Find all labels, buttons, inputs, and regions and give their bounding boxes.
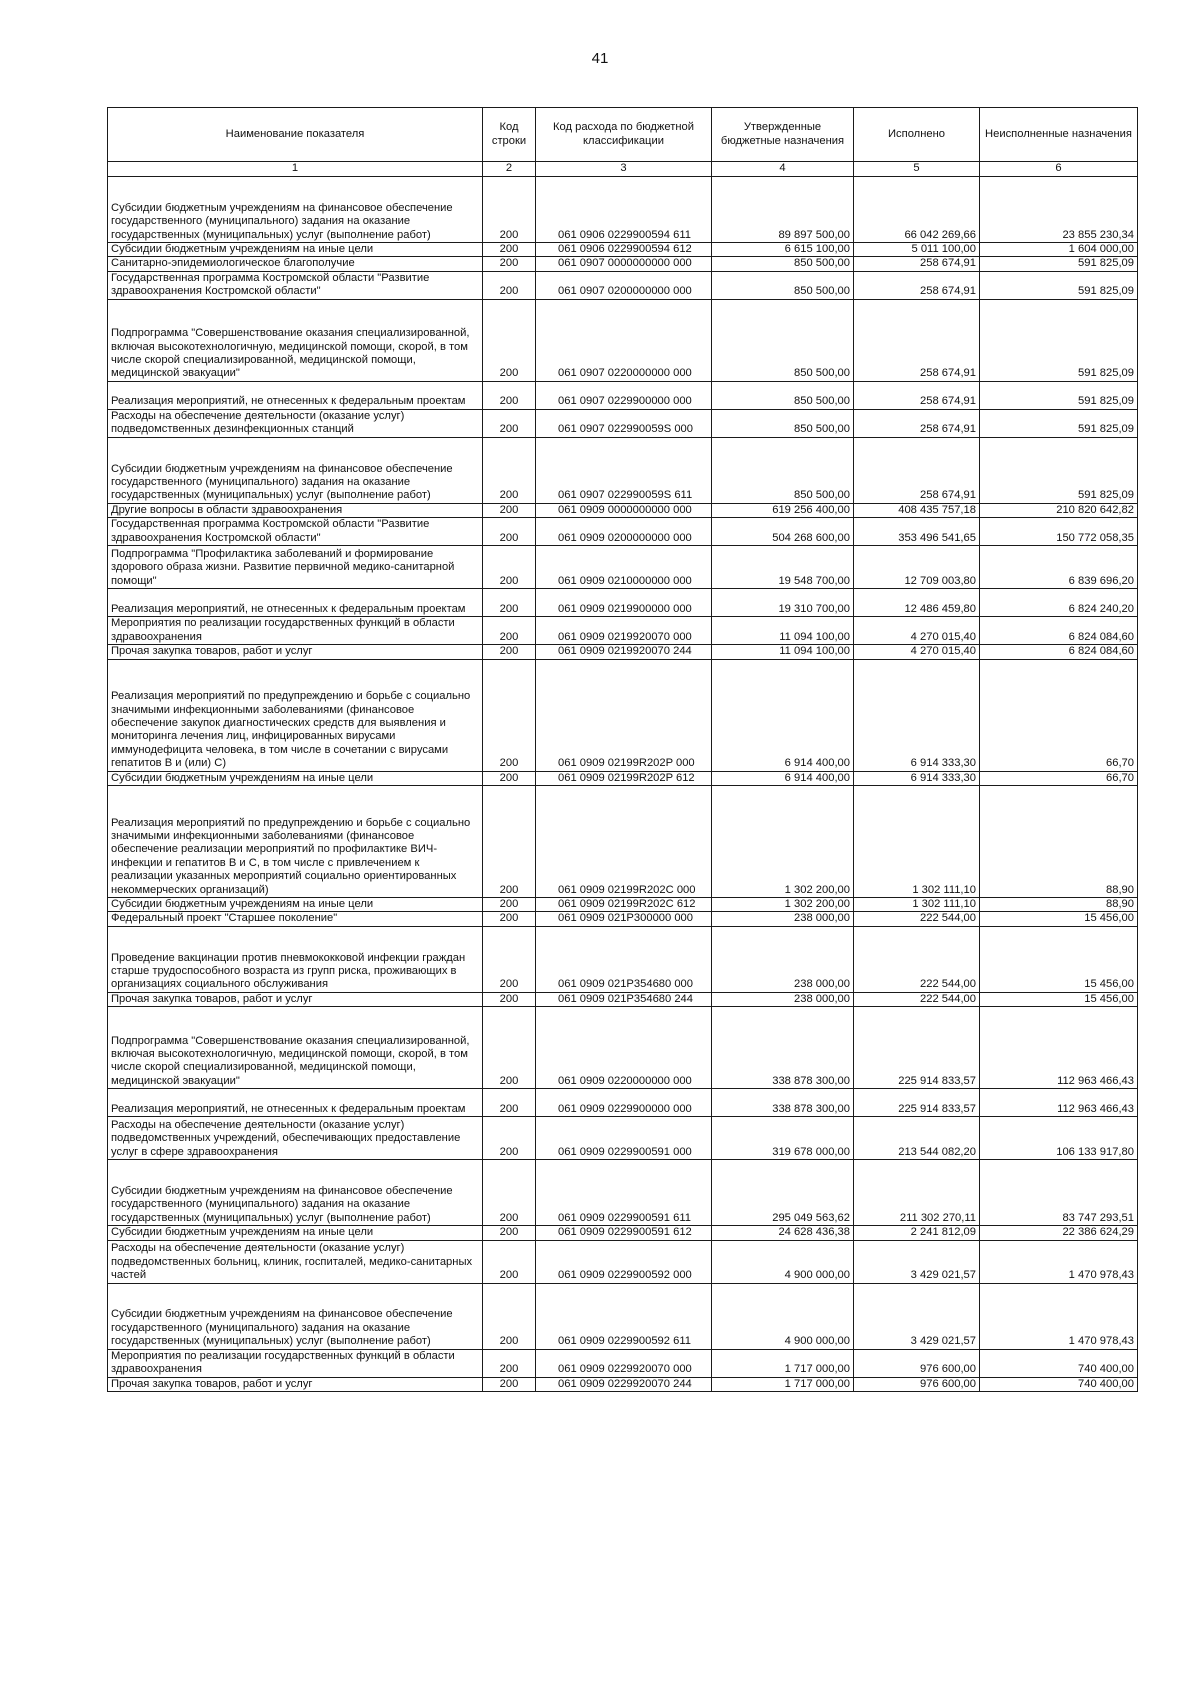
executed-amount-cell: 2 241 812,09	[854, 1226, 980, 1240]
approved-amount-cell: 1 302 200,00	[712, 898, 854, 912]
indicator-name-cell: Государственная программа Костромской области "Развитие здравоохранения Костромской области"	[108, 518, 483, 546]
expense-code-cell: 061 0907 0200000000 000	[536, 271, 712, 299]
approved-amount-cell: 6 914 400,00	[712, 659, 854, 771]
indicator-name-cell: Прочая закупка товаров, работ и услуг	[108, 1377, 483, 1391]
unexecuted-amount-cell: 150 772 058,35	[980, 518, 1138, 546]
executed-amount-cell: 211 302 270,11	[854, 1160, 980, 1226]
unexecuted-amount-cell: 88,90	[980, 898, 1138, 912]
approved-amount-cell: 238 000,00	[712, 912, 854, 926]
table-body	[108, 177, 1138, 1392]
approved-amount-cell: 850 500,00	[712, 299, 854, 381]
indicator-name-cell: Реализация мероприятий, не отнесенных к федеральным проектам	[108, 589, 483, 617]
table-row	[108, 645, 1138, 659]
indicator-name-cell: Субсидии бюджетным учреждениям на иные цели	[108, 771, 483, 785]
indicator-name-cell: Реализация мероприятий, не отнесенных к федеральным проектам	[108, 1089, 483, 1117]
executed-amount-cell: 12 709 003,80	[854, 546, 980, 589]
budget-execution-table	[107, 107, 1138, 1392]
executed-amount-cell: 225 914 833,57	[854, 1089, 980, 1117]
expense-code-cell: 061 0907 0229900000 000	[536, 381, 712, 409]
row-code-cell: 200	[483, 771, 536, 785]
header-indicator-name: Наименование показателя	[108, 108, 483, 162]
column-number-row	[108, 162, 1138, 177]
expense-code-cell: 061 0909 0000000000 000	[536, 503, 712, 517]
executed-amount-cell: 3 429 021,57	[854, 1240, 980, 1283]
approved-amount-cell: 11 094 100,00	[712, 645, 854, 659]
row-code-cell: 200	[483, 257, 536, 271]
indicator-name-cell: Санитарно-эпидемиологическое благополучие	[108, 257, 483, 271]
indicator-name-cell: Расходы на обеспечение деятельности (оказание услуг) подведомственных учреждений, обеспечивающих предоставление услуг в сфере здравоохранения	[108, 1117, 483, 1160]
unexecuted-amount-cell: 15 456,00	[980, 992, 1138, 1006]
unexecuted-amount-cell: 15 456,00	[980, 926, 1138, 992]
row-code-cell: 200	[483, 1283, 536, 1349]
row-code-cell: 200	[483, 926, 536, 992]
indicator-name-cell: Расходы на обеспечение деятельности (оказание услуг) подведомственных дезинфекционных станций	[108, 409, 483, 437]
table-row	[108, 299, 1138, 381]
indicator-name-cell: Прочая закупка товаров, работ и услуг	[108, 645, 483, 659]
page-number: 41	[591, 50, 609, 67]
executed-amount-cell: 258 674,91	[854, 257, 980, 271]
unexecuted-amount-cell: 591 825,09	[980, 409, 1138, 437]
row-code-cell: 200	[483, 1007, 536, 1089]
header-executed: Исполнено	[854, 108, 980, 162]
row-code-cell: 200	[483, 299, 536, 381]
table-row	[108, 1349, 1138, 1377]
row-code-cell: 200	[483, 992, 536, 1006]
unexecuted-amount-cell: 106 133 917,80	[980, 1117, 1138, 1160]
approved-amount-cell: 850 500,00	[712, 381, 854, 409]
executed-amount-cell: 4 270 015,40	[854, 617, 980, 645]
executed-amount-cell: 258 674,91	[854, 381, 980, 409]
expense-code-cell: 061 0909 0229900592 611	[536, 1283, 712, 1349]
header-row-code: Код строки	[483, 108, 536, 162]
approved-amount-cell: 19 310 700,00	[712, 589, 854, 617]
approved-amount-cell: 238 000,00	[712, 926, 854, 992]
unexecuted-amount-cell: 210 820 642,82	[980, 503, 1138, 517]
unexecuted-amount-cell: 22 386 624,29	[980, 1226, 1138, 1240]
row-code-cell: 200	[483, 589, 536, 617]
table-row	[108, 503, 1138, 517]
row-code-cell: 200	[483, 1117, 536, 1160]
row-code-cell: 200	[483, 617, 536, 645]
table-row	[108, 518, 1138, 546]
executed-amount-cell: 258 674,91	[854, 299, 980, 381]
table-row	[108, 437, 1138, 503]
approved-amount-cell: 850 500,00	[712, 409, 854, 437]
table-row	[108, 617, 1138, 645]
indicator-name-cell: Государственная программа Костромской области "Развитие здравоохранения Костромской области"	[108, 271, 483, 299]
table-row	[108, 589, 1138, 617]
executed-amount-cell: 222 544,00	[854, 992, 980, 1006]
approved-amount-cell: 338 878 300,00	[712, 1089, 854, 1117]
expense-code-cell: 061 0909 021P354680 244	[536, 992, 712, 1006]
indicator-name-cell: Реализация мероприятий по предупреждению и борьбе с социально значимыми инфекционными заболеваниями (финансовое обеспечение реализации мероприятий по профилактике ВИЧ- инфекции и гепатитов B и C, в том числе с привлечением к реализации указанных мероприятий социально ориентированных некоммерческих организаций)	[108, 786, 483, 898]
executed-amount-cell: 6 914 333,30	[854, 771, 980, 785]
unexecuted-amount-cell: 23 855 230,34	[980, 177, 1138, 243]
indicator-name-cell: Реализация мероприятий, не отнесенных к федеральным проектам	[108, 381, 483, 409]
table-row	[108, 381, 1138, 409]
approved-amount-cell: 850 500,00	[712, 271, 854, 299]
approved-amount-cell: 24 628 436,38	[712, 1226, 854, 1240]
indicator-name-cell: Субсидии бюджетным учреждениям на финансовое обеспечение государственного (муниципального) задания на оказание государственных (муниципальных) услуг (выполнение работ)	[108, 177, 483, 243]
table-row	[108, 992, 1138, 1006]
approved-amount-cell: 4 900 000,00	[712, 1283, 854, 1349]
unexecuted-amount-cell: 591 825,09	[980, 299, 1138, 381]
table-row	[108, 1240, 1138, 1283]
unexecuted-amount-cell: 740 400,00	[980, 1349, 1138, 1377]
unexecuted-amount-cell: 1 470 978,43	[980, 1283, 1138, 1349]
table-row	[108, 1117, 1138, 1160]
indicator-name-cell: Субсидии бюджетным учреждениям на финансовое обеспечение государственного (муниципального) задания на оказание государственных (муниципальных) услуг (выполнение работ)	[108, 1283, 483, 1349]
approved-amount-cell: 1 717 000,00	[712, 1377, 854, 1391]
table-row	[108, 271, 1138, 299]
table-row	[108, 898, 1138, 912]
indicator-name-cell: Субсидии бюджетным учреждениям на иные цели	[108, 1226, 483, 1240]
row-code-cell: 200	[483, 659, 536, 771]
unexecuted-amount-cell: 66,70	[980, 771, 1138, 785]
expense-code-cell: 061 0909 0229900591 612	[536, 1226, 712, 1240]
unexecuted-amount-cell: 1 604 000,00	[980, 243, 1138, 257]
unexecuted-amount-cell: 591 825,09	[980, 257, 1138, 271]
column-number: 4	[712, 162, 854, 177]
expense-code-cell: 061 0909 021P354680 000	[536, 926, 712, 992]
expense-code-cell: 061 0907 022990059S 611	[536, 437, 712, 503]
expense-code-cell: 061 0909 0220000000 000	[536, 1007, 712, 1089]
executed-amount-cell: 353 496 541,65	[854, 518, 980, 546]
executed-amount-cell: 258 674,91	[854, 271, 980, 299]
executed-amount-cell: 222 544,00	[854, 912, 980, 926]
row-code-cell: 200	[483, 381, 536, 409]
table-row	[108, 1160, 1138, 1226]
indicator-name-cell: Субсидии бюджетным учреждениям на финансовое обеспечение государственного (муниципального) задания на оказание государственных (муниципальных) услуг (выполнение работ)	[108, 437, 483, 503]
indicator-name-cell: Субсидии бюджетным учреждениям на финансовое обеспечение государственного (муниципального) задания на оказание государственных (муниципальных) услуг (выполнение работ)	[108, 1160, 483, 1226]
table-row	[108, 659, 1138, 771]
executed-amount-cell: 1 302 111,10	[854, 786, 980, 898]
table-row	[108, 409, 1138, 437]
table-row	[108, 771, 1138, 785]
table-row	[108, 926, 1138, 992]
expense-code-cell: 061 0909 0229900592 000	[536, 1240, 712, 1283]
header-expense-code: Код расхода по бюджетной классификации	[536, 108, 712, 162]
approved-amount-cell: 11 094 100,00	[712, 617, 854, 645]
approved-amount-cell: 4 900 000,00	[712, 1240, 854, 1283]
indicator-name-cell: Подпрограмма "Совершенствование оказания специализированной, включая высокотехнологичную, медицинской помощи, скорой, в том числе скорой специализированной, медицинской помощи, медицинской эвакуации"	[108, 1007, 483, 1089]
expense-code-cell: 061 0909 021P300000 000	[536, 912, 712, 926]
row-code-cell: 200	[483, 243, 536, 257]
indicator-name-cell: Субсидии бюджетным учреждениям на иные цели	[108, 243, 483, 257]
approved-amount-cell: 6 615 100,00	[712, 243, 854, 257]
approved-amount-cell: 89 897 500,00	[712, 177, 854, 243]
unexecuted-amount-cell: 740 400,00	[980, 1377, 1138, 1391]
row-code-cell: 200	[483, 1089, 536, 1117]
executed-amount-cell: 976 600,00	[854, 1349, 980, 1377]
expense-code-cell: 061 0909 0229900000 000	[536, 1089, 712, 1117]
unexecuted-amount-cell: 66,70	[980, 659, 1138, 771]
approved-amount-cell: 338 878 300,00	[712, 1007, 854, 1089]
expense-code-cell: 061 0909 0219920070 000	[536, 617, 712, 645]
expense-code-cell: 061 0906 0229900594 611	[536, 177, 712, 243]
table-row	[108, 1007, 1138, 1089]
expense-code-cell: 061 0909 0229900591 000	[536, 1117, 712, 1160]
row-code-cell: 200	[483, 786, 536, 898]
executed-amount-cell: 1 302 111,10	[854, 898, 980, 912]
column-number: 6	[980, 162, 1138, 177]
expense-code-cell: 061 0909 0210000000 000	[536, 546, 712, 589]
approved-amount-cell: 619 256 400,00	[712, 503, 854, 517]
executed-amount-cell: 976 600,00	[854, 1377, 980, 1391]
indicator-name-cell: Расходы на обеспечение деятельности (оказание услуг) подведомственных больниц, клиник, госпиталей, медико-санитарных частей	[108, 1240, 483, 1283]
executed-amount-cell: 3 429 021,57	[854, 1283, 980, 1349]
indicator-name-cell: Подпрограмма "Совершенствование оказания специализированной, включая высокотехнологичную, медицинской помощи, скорой, в том числе скорой специализированной, медицинской помощи, медицинской эвакуации"	[108, 299, 483, 381]
approved-amount-cell: 6 914 400,00	[712, 771, 854, 785]
executed-amount-cell: 5 011 100,00	[854, 243, 980, 257]
row-code-cell: 200	[483, 271, 536, 299]
indicator-name-cell: Мероприятия по реализации государственных функций в области здравоохранения	[108, 617, 483, 645]
table-header-row	[108, 108, 1138, 162]
row-code-cell: 200	[483, 645, 536, 659]
expense-code-cell: 061 0906 0229900594 612	[536, 243, 712, 257]
expense-code-cell: 061 0909 02199R202C 000	[536, 786, 712, 898]
table-row	[108, 1089, 1138, 1117]
executed-amount-cell: 6 914 333,30	[854, 659, 980, 771]
column-number: 5	[854, 162, 980, 177]
row-code-cell: 200	[483, 518, 536, 546]
row-code-cell: 200	[483, 1377, 536, 1391]
table-row	[108, 243, 1138, 257]
expense-code-cell: 061 0907 0000000000 000	[536, 257, 712, 271]
unexecuted-amount-cell: 591 825,09	[980, 381, 1138, 409]
row-code-cell: 200	[483, 503, 536, 517]
indicator-name-cell: Другие вопросы в области здравоохранения	[108, 503, 483, 517]
indicator-name-cell: Прочая закупка товаров, работ и услуг	[108, 992, 483, 1006]
approved-amount-cell: 850 500,00	[712, 257, 854, 271]
unexecuted-amount-cell: 112 963 466,43	[980, 1089, 1138, 1117]
table-row	[108, 786, 1138, 898]
expense-code-cell: 061 0907 022990059S 000	[536, 409, 712, 437]
table-row	[108, 1377, 1138, 1391]
indicator-name-cell: Проведение вакцинации против пневмококковой инфекции граждан старше трудоспособного возраста из групп риска, проживающих в организациях социального обслуживания	[108, 926, 483, 992]
table-row	[108, 912, 1138, 926]
row-code-cell: 200	[483, 437, 536, 503]
approved-amount-cell: 504 268 600,00	[712, 518, 854, 546]
expense-code-cell: 061 0909 0229920070 244	[536, 1377, 712, 1391]
expense-code-cell: 061 0909 0219900000 000	[536, 589, 712, 617]
row-code-cell: 200	[483, 546, 536, 589]
row-code-cell: 200	[483, 912, 536, 926]
table-row	[108, 257, 1138, 271]
expense-code-cell: 061 0909 0229900591 611	[536, 1160, 712, 1226]
unexecuted-amount-cell: 1 470 978,43	[980, 1240, 1138, 1283]
header-unexecuted: Неисполненные назначения	[980, 108, 1138, 162]
unexecuted-amount-cell: 88,90	[980, 786, 1138, 898]
expense-code-cell: 061 0909 02199R202P 000	[536, 659, 712, 771]
column-number: 2	[483, 162, 536, 177]
row-code-cell: 200	[483, 1349, 536, 1377]
table-row	[108, 546, 1138, 589]
row-code-cell: 200	[483, 1226, 536, 1240]
indicator-name-cell: Федеральный проект "Старшее поколение"	[108, 912, 483, 926]
table-row	[108, 177, 1138, 243]
indicator-name-cell: Подпрограмма "Профилактика заболеваний и формирование здорового образа жизни. Развитие первичной медико-санитарной помощи"	[108, 546, 483, 589]
row-code-cell: 200	[483, 409, 536, 437]
approved-amount-cell: 1 302 200,00	[712, 786, 854, 898]
approved-amount-cell: 319 678 000,00	[712, 1117, 854, 1160]
indicator-name-cell: Реализация мероприятий по предупреждению и борьбе с социально значимыми инфекционными заболеваниями (финансовое обеспечение закупок диагностических средств для выявления и мониторинга лечения лиц, инфицированных вирусами иммунодефицита человека, в том числе в сочетании с вирусами гепатитов B и (или) C)	[108, 659, 483, 771]
executed-amount-cell: 4 270 015,40	[854, 645, 980, 659]
unexecuted-amount-cell: 591 825,09	[980, 437, 1138, 503]
table-row	[108, 1226, 1138, 1240]
unexecuted-amount-cell: 591 825,09	[980, 271, 1138, 299]
unexecuted-amount-cell: 6 824 084,60	[980, 617, 1138, 645]
unexecuted-amount-cell: 6 824 240,20	[980, 589, 1138, 617]
header-approved: Утвержденные бюджетные назначения	[712, 108, 854, 162]
column-number: 1	[108, 162, 483, 177]
approved-amount-cell: 1 717 000,00	[712, 1349, 854, 1377]
executed-amount-cell: 408 435 757,18	[854, 503, 980, 517]
executed-amount-cell: 12 486 459,80	[854, 589, 980, 617]
row-code-cell: 200	[483, 1240, 536, 1283]
expense-code-cell: 061 0909 0219920070 244	[536, 645, 712, 659]
row-code-cell: 200	[483, 1160, 536, 1226]
expense-code-cell: 061 0909 0229920070 000	[536, 1349, 712, 1377]
executed-amount-cell: 258 674,91	[854, 437, 980, 503]
expense-code-cell: 061 0909 02199R202C 612	[536, 898, 712, 912]
unexecuted-amount-cell: 6 824 084,60	[980, 645, 1138, 659]
executed-amount-cell: 225 914 833,57	[854, 1007, 980, 1089]
unexecuted-amount-cell: 83 747 293,51	[980, 1160, 1138, 1226]
approved-amount-cell: 850 500,00	[712, 437, 854, 503]
table-row	[108, 1283, 1138, 1349]
approved-amount-cell: 295 049 563,62	[712, 1160, 854, 1226]
executed-amount-cell: 222 544,00	[854, 926, 980, 992]
unexecuted-amount-cell: 6 839 696,20	[980, 546, 1138, 589]
expense-code-cell: 061 0907 0220000000 000	[536, 299, 712, 381]
row-code-cell: 200	[483, 177, 536, 243]
executed-amount-cell: 66 042 269,66	[854, 177, 980, 243]
column-number: 3	[536, 162, 712, 177]
approved-amount-cell: 238 000,00	[712, 992, 854, 1006]
row-code-cell: 200	[483, 898, 536, 912]
indicator-name-cell: Мероприятия по реализации государственных функций в области здравоохранения	[108, 1349, 483, 1377]
expense-code-cell: 061 0909 0200000000 000	[536, 518, 712, 546]
executed-amount-cell: 213 544 082,20	[854, 1117, 980, 1160]
executed-amount-cell: 258 674,91	[854, 409, 980, 437]
indicator-name-cell: Субсидии бюджетным учреждениям на иные цели	[108, 898, 483, 912]
unexecuted-amount-cell: 15 456,00	[980, 912, 1138, 926]
approved-amount-cell: 19 548 700,00	[712, 546, 854, 589]
unexecuted-amount-cell: 112 963 466,43	[980, 1007, 1138, 1089]
expense-code-cell: 061 0909 02199R202P 612	[536, 771, 712, 785]
